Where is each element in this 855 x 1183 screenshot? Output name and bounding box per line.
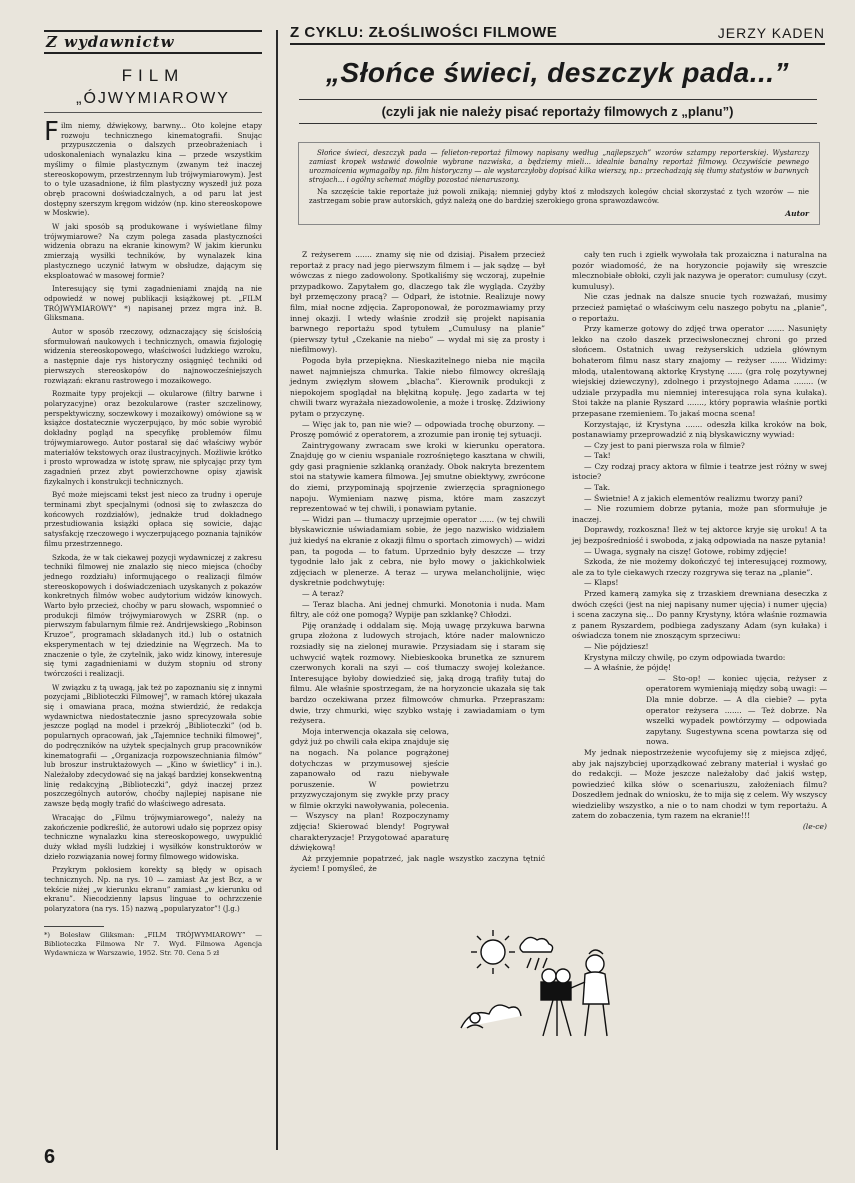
article-paragraph: Szkoda, że nie możemy dokończyć tej interesującej rozmowy, ale za to tyle ciekawych rzeczy rozgrywa się teraz na „planie”. — [572, 557, 827, 577]
review-paragraph-1: Film niemy, dźwiękowy, barwny... Oto kolejne etapy rozwoju technicznego kinematografii. Snując przypuszczenia o dalszych przeobrażeniach i udoskonaleniach wynalazku kina — przede wszystkim myślimy o filmie plastycznym (zwanym też inaczej stereoskopowym, przestrzennym lub trójwymiarowym). Jest to o tyle uzasadnione, iż film plastyczny wyszedł już poza obręb pracowni doświadczalnych, a od paru lat jest dostępny szerszym kręgom widzów (np. kino stereoskopowe w Moskwie). — [44, 117, 262, 218]
footnote-rule — [44, 926, 104, 927]
article-paragraph: — A teraz? — [302, 589, 344, 598]
article-paragraph: — Świetnie! A z jakich elementów realizmu tworzy pani? — [584, 493, 803, 503]
article-paragraph: — Tak. — [584, 483, 611, 493]
article-paragraph: Doprawdy, rozkoszna! Ileż w tej aktorce kryje się uroku! A ta jej bezpośredniość i swoboda, z jaką odpowiada na nasze pytania! — [572, 525, 827, 546]
author-note-paragraph-1: Słońce świeci, deszczyk pada — felieton-reportaż filmowy napisany według „najlepszych” wzorów sztampy reporterskiej. Wystarczy zamiast kropek wstawić dowolnie wybrane nazwiska, a będziemy mieli... idealnie banalny reportaż filmowy. Oczywiście pewnego urozmaicenia wymagałby np. film historyczny — ale wystarczyłoby dopisać kilka wierszy, np.: przechadzają się tłumy statystów w barwnych strojach... i ogólny schemat mógłby pozostać nienaruszony. — [309, 149, 809, 184]
review-paragraph-7: Szkoda, że w tak ciekawej pozycji wydawniczej z zakresu techniki filmowej nie znalazło się nieco miejsca (choćby jednego rozdziału) informującego o realizacji filmów stereoskopowych i doświadczeniach uzyskanych z pokazów konkretnych filmów wobec audytorium widzów kinowych. Warto było przecież, choćby w paru słowach, wspomnieć o produkcji filmów trójwymiarowych w ZSRR (np. o pierwszym fabularnym filmie reż. Andrijewskiego „Robinson Kruzoe”, programach składanych itd.) lub o ostatnich eksperymentach w tej dziedzinie na Węgrzech. Ma to znaczenie o tyle, że czytelnik, jako widz kinowy, interesuje się tymi zagadnieniami w dużym stopniu od strony twórczości i realizacji. — [44, 552, 262, 678]
article-paragraph: Moja interwencja okazała się celowa, gdyż już po chwili cała ekipa znajduje się na nogach. Na polance pogrążonej dotychczas w przymusowej sjeście zapanowało od razu niebywałe poruszenie. W powietrzu przyzwyczajonym się zwykłe przy pracy w filmie okrzyki nawoływania, polecenia. — Wszyscy na plan! Rozpoczynamy zdjęcia! Skierować blendy! Pogrywał charakteryzacje! Przygotować aparaturę dźwiękową! — [290, 726, 449, 853]
author-note-signature: Autor — [785, 209, 809, 218]
article-paragraph: Piję oranżadę i oddalam się. Moją uwagę przykuwa barwna grupa złożona z ludowych strojach, które nader malowniczo rozsiadły się na zielonej murawie. Przysiadam się i staram się uchwycić wątek rozmowy. Niebieskooka brunetka ze sznurem czerwonych korali na szyi — coś tłumaczy swojej koleżance. Interesujące byłoby dowiedzieć się, jaką drogą trafiły tutaj do filmu. Ale właśnie spostrzegam, że na horyzoncie ukazała się tak bardzo oczekiwana przez filmowców chmurka. Przepraszam: dwie, trzy chmurki, więc szybko wstaję i zawiadamiam o tym reżysera. — [290, 620, 545, 726]
footnote: *) Bolesław Gliksman: „FILM TRÓJWYMIAROWY” — Biblioteczka Filmowa Nr 7. Wyd. Filmowa Agencja Wydawnicza w Warszawie, 1952. Str. 70. Cena 5 zł — [44, 930, 262, 957]
review-paragraph-2: W jaki sposób są produkowane i wyświetlane filmy trójwymiarowe? Na czym polega zasada plastyczności widzenia obrazu na ekranie kinowym? W jakim kierunku zmierzają wysiłki techników, by wynalazek kina plastycznego uczynić łatwym w obsłudze, dającym się eksploatować w masowej formie? — [44, 222, 262, 280]
article-paragraph: — Więc jak to, pan nie wie? — odpowiada trochę oburzony. — Proszę pomówić z operatorem, a zrozumie pan ironię tej sytuacji. — [290, 419, 545, 440]
article-paragraph: — Teraz blacha. Ani jednej chmurki. Monotonia i nuda. Mam filtry, ale cóż one pomogą? Wypije pan szklankę? Chłodzi. — [290, 599, 545, 620]
article-paragraph: — A właśnie, że pójdę! — [584, 663, 672, 673]
author-name: JERZY KADEN — [717, 25, 825, 41]
article-paragraph: Aż przyjemnie popatrzeć, jak nagle wszystko zaczyna tętnić życiem! I pomyśleć, że — [290, 853, 545, 874]
review-title-line1: FILM — [121, 66, 185, 85]
review-title-line2: „ÓJWYMIAROWY — [44, 90, 262, 113]
article-subtitle: (czyli jak nie należy pisać reportaży filmowych z „planu”) — [299, 99, 817, 124]
column-divider — [276, 30, 278, 1150]
article-paragraph: Z reżyserem ....... znamy się nie od dzisiaj. Pisałem przecież reportaż z pracy nad jego pierwszym filmem i — jak sądzę — był wówczas z niego zadowolony. Spotkaliśmy się wczoraj, zupełnie przypadkowo. Zapytałem go, dlaczego tak źle wygląda. Czyżby był przemęczony pracą? — Odparł, że istotnie. Realizuje nowy film, miał nocne zdjęcia. Zaproponował, że porozmawiamy przy innej okazji. I wtedy właśnie zrodził się projekt napisania barwnego reportażu spod tytułem „Cumulusy na planie” (pierwszy tytuł „Czekanie na niebo” — wydał mi się za prosty i niefilmowy). — [290, 250, 545, 355]
article-paragraph: — Nie pójdziesz! — [584, 641, 649, 651]
review-paragraph-4: Autor w sposób rzeczowy, odznaczający się ścisłością sformułowań naukowych i technicznych, omawia fizjologię widzenia stereoskopowego, właściwości ludzkiego wzroku, a następnie daje rys historyczny osiągnięć techniki od pierwszych stereoskopów do najnowocześniejszych rozwiązań: ekranu rastrowego i mozaikowego. — [44, 327, 262, 385]
article-paragraph: Zaintrygowany zwracam swe kroki w kierunku operatora. Znajduję go w cieniu wspaniale rozrośniętego kasztana w chwili, gdy gasi pragnienie szklanką oranżady. Obok nakryta brezentem stoi na statywie kamera filmowa. Jej smutne obiektywy, zwrócone do ziemi, przypominają spojrzenie zwierzęcia spragnionego napoju. Wymieniam nazwę pisma, które mam zaszczyt reprezentować w tej chwili, i ponawiam pytanie. — [290, 440, 545, 514]
article-paragraph: — Czy jest to pani pierwsza rola w filmie? — [584, 440, 745, 450]
article-paragraph: — Widzi pan — tłumaczy uprzejmie operator ...... (w tej chwili błyskawicznie uświadamiam sobie, że jego nazwisko widziałem już kiedyś na ekranie z okazji filmu o sportach zimowych) — widzi pan, ta pogoda — to fatum. Uprzednio były deszcze — trzy tygodnie lało jak z cebra, nie było mowy o jakichkolwiek zdjęciach w plenerze. A teraz — urywa melancholijnie, więc dyskretnie podchwytuję: — [290, 514, 545, 588]
article-paragraph: — Klaps! — [584, 578, 619, 588]
article-paragraph: cały ten ruch i zgiełk wywołała tak prozaiczna i naturalna na pozór wiadomość, że na horyzoncie pojawiły się wreszcie mlecznobiałe obłoki, czyli jak nazywa je operator: cumulusy (czyt. kumulusy). — [572, 250, 827, 291]
review-paragraph-3: Interesujący się tymi zagadnieniami znajdą na nie odpowiedź w nowej publikacji książkowej pt. „FILM TRÓJWYMIAROWY” *) napisanej przez mgra inż. B. Gliksmana. — [44, 284, 262, 323]
article-paragraph: Przed kamerą zamyka się z trzaskiem drewniana deseczka z dwóch części (jest na niej napisany numer ujęcia) i numer ujęcia) i scena zaczyna się... Do panny Krystyny, która właśnie rozmawia z panem Ryszardem, podbiega zadyszany Adam (syn kułaka) i oświadcza tonem nie znoszącym sprzeciwu: — [572, 589, 827, 641]
article-paragraph: — Nie rozumiem dobrze pytania, może pan sformułuje je inaczej. — [572, 504, 827, 524]
page-number: 6 — [44, 1146, 56, 1168]
section-heading: Z wydawnictw — [44, 30, 262, 54]
article-paragraph: Korzystając, iż Krystyna ....... odeszła kilka kroków na bok, postanawiamy przeprowadzić z nią błyskawiczny wywiad: — [572, 419, 827, 440]
review-paragraph-6: Być może miejscami tekst jest nieco za trudny i operuje terminami zbyt specjalnymi (odnosi się to zwłaszcza do końcowych rozdziałów), jednakże trud dokładnego przestudiowania książki opłaca się sowicie, dając satysfakcję rzeczowego i wyczerpującego poznania tajników filmu przestrzennego. — [44, 490, 262, 548]
article-paragraph: — Tak! — [584, 451, 611, 461]
article-header — [290, 24, 825, 225]
author-note-box — [298, 142, 820, 225]
review-column — [44, 30, 262, 958]
article-title: „Słońce świeci, deszczyk pada...” — [325, 57, 790, 88]
film-crew-illustration — [453, 924, 625, 1042]
article-paragraph: Krystyna milczy chwilę, po czym odpowiada twardo: — [584, 652, 786, 662]
article-paragraph: Nie czas jednak na dalsze snucie tych rozważań, musimy przecież pamiętać o właściwym celu naszego pobytu na „planie”, o reportażu. — [572, 292, 827, 323]
review-paragraph-10: Przykrym pokłosiem korekty są błędy w opisach technicznych. Np. na rys. 10 — zamiast Az jest Bcz, a w tekście niżej „w kierunku ekranu” zamiast „w kierunku od ekranu”. Niecodzienny lapsus linguae to ochrzczenie polaryzatora (na rys. 15) nazwą „popularyzator”! (J.g.) — [44, 865, 262, 914]
article-column-1 — [290, 250, 545, 875]
article-paragraph: My jednak niepostrzeżenie wycofujemy się z miejsca zdjęć, aby jak najszybciej uporządkować zebrany materiał i wysłać go do redakcji. — Może jeszcze należałoby dać jakiś wstęp, powiedzieć kilka słów o scenariuszu, założeniach filmu? Doszedłem jednak do wniosku, że to mija się z celem. Wy wszyscy wiedzieliby wszystko, a nie o to nam chodzi w tym reportażu. A zatem do zobaczenia, tym razem na ekranie!!! — [572, 747, 827, 821]
review-paragraph-5: Rozmaite typy projekcji — okularowe (filtry barwne i polaryzacyjne) oraz bezokularowe (raster szczelinowy, perspektywiczny, soczewkowy i mozaikowy) omówione są w książce dostatecznie wyczerpująco, by móc sobie wyrobić dokładny pogląd na specyfikę problemów filmu trójwymiarowego. Autor postarał się dać właściwy wybór materiałów tekstowych oraz ilustracyjnych. Możliwie krótko i prosto wprowadza w istotę spraw, nie spłycając przy tym zagadnień przez zbyt powierzchowne opisy zjawisk fizykalnych i konstrukcji technicznych. — [44, 389, 262, 486]
article-paragraph: Przy kamerze gotowy do zdjęć trwa operator ....... Nasunięty lekko na czoło daszek przeciwsłonecznej chroni go przed słońcem. Ostatnich uwag reżyserskich udziela głównym bohaterom filmu nasz stary znajomy — reżyser ....... Widzimy: młodą, utalentowaną aktorkę Krystynę ...... (gra rolę pozytywnej wiejskiej dziewczyny), zdolnego i przystojnego Adama ........ (w udziale przypadła mu niemniej interesująca rola syna kułaka). Stoi także na planie Ryszard ......., który poprawia właśnie portki przepasane rzemieniem. To jakaś mocna scena! — [572, 324, 827, 418]
drop-cap: F — [44, 117, 59, 147]
cycle-label: Z CYKLU: ZŁOŚLIWOŚCI FILMOWE — [290, 24, 558, 41]
article-paragraph: — Uwaga, sygnały na ciszę! Gotowe, robimy zdjęcie! — [584, 546, 788, 556]
review-paragraph-9: Wracając do „Filmu trójwymiarowego”, należy na zakończenie podkreślić, że autorowi udało się poprzez opisy techniczne wynalazku kina stereoskopowego, uwypuklić duży wkład myśli ludzkiej i wysiłków konstruktorów w dzieło rozwiązania nowej formy filmowego widowiska. — [44, 812, 262, 861]
author-note-paragraph-2: Na szczęście takie reportaże już powoli znikają; niemniej gdyby ktoś z młodszych kolegów chciał skorzystać z tych wzorów — nie zastrzegam sobie praw autorskich, gdyż należą one do bardziej szerokiego grona sprawozdawców. — [309, 188, 809, 205]
article-paragraph: — Sto-op! — koniec ujęcia, reżyser z operatorem wymieniają między sobą uwagi: — Dla mnie dobrze. — A dla ciebie? — pyta operator reżysera ....... — Też dobrze. Na wszelki wypadek powtórzymy — odpowiada zapytany. Sugestywna scena powtarza się od nowa. — [646, 673, 827, 747]
review-body — [44, 117, 262, 914]
article-paragraph: — Czy rodzaj pracy aktora w filmie i teatrze jest różny w swej istocie? — [572, 461, 827, 482]
article-signature: (le-ce) — [802, 822, 827, 832]
review-paragraph-8: W związku z tą uwagą, jak też po zapoznaniu się z innymi pozycjami „Biblioteczki Filmowej”, w ramach której ukazała się i omawiana praca, można stwierdzić, że redakcja wydawnictwa niedostatecznie jasno sprecyzowała sobie jeszcze pogląd na model i przekrój „Biblioteczki” (od b. popularnych opracowań, jak „Tajemnice techniki filmowej”, do podręczników na użytek specjalnych grup pracowników kinematografii — „Organizacja rozpowszechniania filmów” lub broszur instruktażowych — „Kino w świetlicy” i in.). Należałoby zdecydować się na jakąś bardziej konsekwentną linię redakcyjną „Biblioteczki”, gdyż inaczej przez poszczególnych autorów, choćby najlepiej napisane nie zawsze będą mogły trafić do właściwego adresata. — [44, 682, 262, 809]
article-column-2 — [572, 250, 827, 833]
article-header-bar — [290, 24, 825, 45]
article-paragraph: Pogoda była przepiękna. Nieskazitelnego nieba nie mąciła nawet najmniejsza chmurka. Takie niebo filmowcy określają jednym zwięzłym słowem „blacha”. Kierownik produkcji z niepokojem spoglądał na błękitną kopułę. Jego zadarta w tej chwili twarz wyrażała niezadowolenie, a może i troskę. Zdziwiony pytam o przyczynę. — [290, 355, 545, 418]
